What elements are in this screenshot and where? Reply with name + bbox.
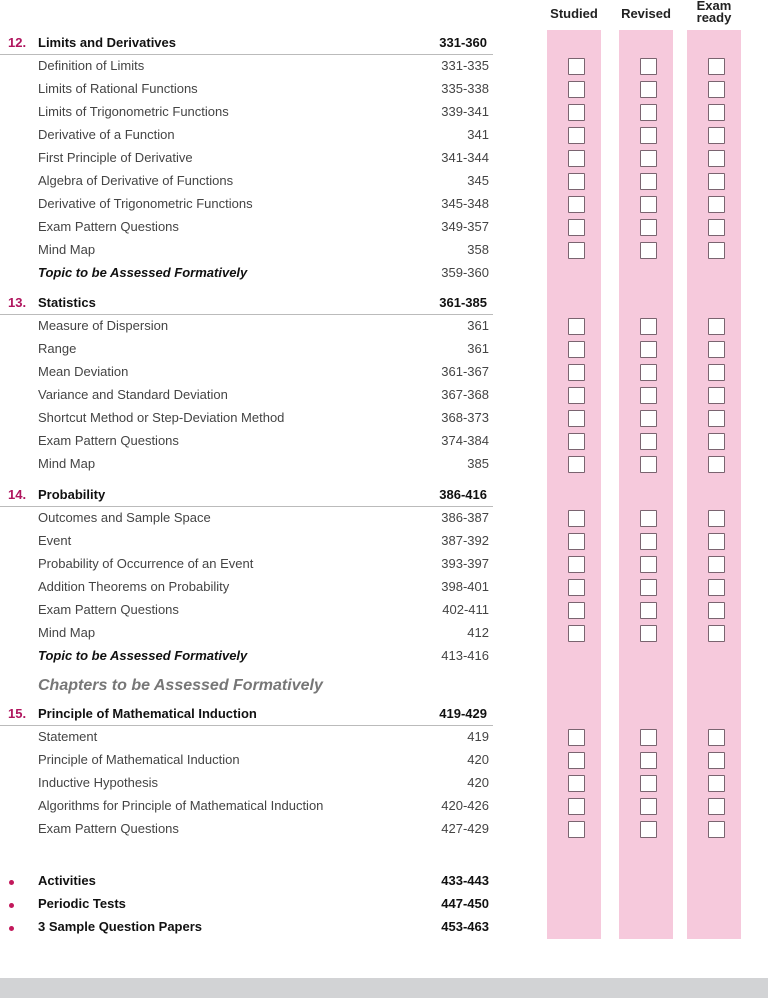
topic-row — [0, 384, 495, 407]
topic-row-title: Derivative of Trigonometric Functions — [38, 196, 253, 211]
revised-checkbox[interactable] — [640, 150, 657, 167]
formative-row — [0, 262, 495, 285]
revised-checkbox[interactable] — [640, 173, 657, 190]
studied-checkbox[interactable] — [568, 81, 585, 98]
exam-ready-checkbox[interactable] — [708, 556, 725, 573]
topic-row-title: Derivative of a Function — [38, 127, 175, 142]
revised-checkbox[interactable] — [640, 456, 657, 473]
topic-row-pages: 420 — [467, 752, 489, 767]
extra-row-title: Activities — [38, 873, 96, 888]
revised-checkbox[interactable] — [640, 556, 657, 573]
topic-row — [0, 361, 495, 384]
exam-ready-checkbox[interactable] — [708, 219, 725, 236]
studied-checkbox[interactable] — [568, 625, 585, 642]
exam-ready-checkbox[interactable] — [708, 58, 725, 75]
exam-ready-checkbox[interactable] — [708, 533, 725, 550]
topic-row-pages: 361 — [467, 318, 489, 333]
revised-checkbox[interactable] — [640, 410, 657, 427]
chapter-heading — [0, 484, 493, 507]
studied-checkbox[interactable] — [568, 433, 585, 450]
revised-checkbox[interactable] — [640, 104, 657, 121]
topic-row-pages: 398-401 — [441, 579, 489, 594]
exam-ready-checkbox[interactable] — [708, 242, 725, 259]
chapter-number: 12. — [8, 35, 27, 50]
topic-row-title: First Principle of Derivative — [38, 150, 193, 165]
studied-checkbox[interactable] — [568, 387, 585, 404]
topic-row — [0, 622, 495, 645]
bullet-icon — [9, 903, 14, 908]
section-heading: Chapters to be Assessed Formatively — [38, 677, 323, 694]
revised-checkbox[interactable] — [640, 798, 657, 815]
topic-row-pages: 385 — [467, 456, 489, 471]
exam-ready-checkbox[interactable] — [708, 387, 725, 404]
exam-ready-checkbox[interactable] — [708, 364, 725, 381]
chapter-heading — [0, 292, 493, 315]
topic-row-title: Mean Deviation — [38, 364, 129, 379]
topic-row-title: Exam Pattern Questions — [38, 821, 179, 836]
exam-ready-checkbox[interactable] — [708, 318, 725, 335]
revised-checkbox[interactable] — [640, 510, 657, 527]
topic-row-pages: 361 — [467, 341, 489, 356]
exam-ready-checkbox[interactable] — [708, 729, 725, 746]
studied-checkbox[interactable] — [568, 58, 585, 75]
topic-row — [0, 55, 495, 78]
revised-checkbox[interactable] — [640, 433, 657, 450]
bullet-icon — [9, 880, 14, 885]
topic-row-title: Mind Map — [38, 242, 96, 257]
revised-checkbox[interactable] — [640, 318, 657, 335]
studied-checkbox[interactable] — [568, 127, 585, 144]
studied-checkbox[interactable] — [568, 410, 585, 427]
topic-row — [0, 147, 495, 170]
topic-row — [0, 170, 495, 193]
topic-row — [0, 216, 495, 239]
topic-row — [0, 453, 495, 476]
topic-row-pages: 412 — [467, 625, 489, 640]
topic-row-title: Mind Map — [38, 456, 96, 471]
studied-checkbox[interactable] — [568, 510, 585, 527]
topic-row — [0, 315, 495, 338]
topic-row-title: Algebra of Derivative of Functions — [38, 173, 234, 188]
exam-ready-checkbox[interactable] — [708, 798, 725, 815]
studied-checkbox[interactable] — [568, 752, 585, 769]
revised-checkbox[interactable] — [640, 219, 657, 236]
revised-checkbox[interactable] — [640, 775, 657, 792]
studied-checkbox[interactable] — [568, 242, 585, 259]
topic-row-title: Definition of Limits — [38, 58, 145, 73]
extra-row-title: 3 Sample Question Papers — [38, 919, 203, 934]
chapter-number: 14. — [8, 487, 27, 502]
topic-row-title: Probability of Occurrence of an Event — [38, 556, 254, 571]
revised-checkbox[interactable] — [640, 364, 657, 381]
column-header-revised: Revised — [621, 6, 671, 21]
revised-checkbox[interactable] — [640, 341, 657, 358]
chapter-heading-pages: 386-416 — [439, 487, 487, 502]
topic-row-title: Statement — [38, 729, 98, 744]
chapter-heading-title: Statistics — [38, 295, 96, 310]
studied-checkbox[interactable] — [568, 556, 585, 573]
topic-row — [0, 726, 495, 749]
topic-row-title: Inductive Hypothesis — [38, 775, 158, 790]
topic-row — [0, 749, 495, 772]
topic-row — [0, 407, 495, 430]
topic-row-pages: 335-338 — [441, 81, 489, 96]
studied-checkbox[interactable] — [568, 456, 585, 473]
revised-checkbox[interactable] — [640, 58, 657, 75]
topic-row — [0, 124, 495, 147]
exam-ready-checkbox[interactable] — [708, 625, 725, 642]
studied-checkbox[interactable] — [568, 821, 585, 838]
studied-checkbox[interactable] — [568, 533, 585, 550]
studied-checkbox[interactable] — [568, 729, 585, 746]
revised-checkbox[interactable] — [640, 127, 657, 144]
exam-ready-checkbox[interactable] — [708, 173, 725, 190]
exam-ready-checkbox[interactable] — [708, 196, 725, 213]
topic-row-title: Exam Pattern Questions — [38, 433, 179, 448]
exam-ready-checkbox[interactable] — [708, 150, 725, 167]
chapter-heading-pages: 419-429 — [439, 706, 487, 721]
studied-checkbox[interactable] — [568, 150, 585, 167]
formative-row — [0, 645, 495, 668]
revised-checkbox[interactable] — [640, 387, 657, 404]
topic-row-title: Variance and Standard Deviation — [38, 387, 228, 402]
extra-row — [0, 893, 495, 916]
topic-row-title: Outcomes and Sample Space — [38, 510, 211, 525]
topic-row-title: Event — [38, 533, 72, 548]
chapter-heading-pages: 331-360 — [439, 35, 487, 50]
column-header-exam-line2: ready — [696, 10, 732, 25]
topic-row-pages: 361-367 — [441, 364, 489, 379]
revised-checkbox[interactable] — [640, 579, 657, 596]
topic-row — [0, 78, 495, 101]
topic-row — [0, 599, 495, 622]
chapter-heading-title: Probability — [38, 487, 106, 502]
topic-row — [0, 430, 495, 453]
topic-row — [0, 239, 495, 262]
chapter-heading-title: Limits and Derivatives — [38, 35, 176, 50]
studied-checkbox[interactable] — [568, 602, 585, 619]
topic-row — [0, 338, 495, 361]
exam-ready-checkbox[interactable] — [708, 341, 725, 358]
exam-ready-checkbox[interactable] — [708, 81, 725, 98]
topic-row-pages: 367-368 — [441, 387, 489, 402]
formative-row-title: Topic to be Assessed Formatively — [38, 648, 248, 663]
chapter-heading-title: Principle of Mathematical Induction — [38, 706, 257, 721]
studied-checkbox[interactable] — [568, 579, 585, 596]
extra-row-pages: 453-463 — [441, 919, 489, 934]
column-header-exam-ready — [684, 0, 744, 24]
revised-checkbox[interactable] — [640, 729, 657, 746]
topic-row-title: Limits of Trigonometric Functions — [38, 104, 229, 119]
chapter-number: 13. — [8, 295, 27, 310]
topic-row-title: Algorithms for Principle of Mathematical Induction — [38, 798, 324, 813]
revised-checkbox[interactable] — [640, 625, 657, 642]
topic-row — [0, 530, 495, 553]
exam-ready-checkbox[interactable] — [708, 127, 725, 144]
topic-row — [0, 576, 495, 599]
topic-row-title: Addition Theorems on Probability — [38, 579, 230, 594]
column-header-exam-line1: Exam — [696, 0, 732, 13]
topic-row-pages: 331-335 — [441, 58, 489, 73]
topic-row-title: Limits of Rational Functions — [38, 81, 198, 96]
chapter-number: 15. — [8, 706, 27, 721]
topic-row-title: Mind Map — [38, 625, 96, 640]
topic-row — [0, 193, 495, 216]
revised-checkbox[interactable] — [640, 821, 657, 838]
column-header-studied: Studied — [550, 6, 598, 21]
topic-row-pages: 345 — [467, 173, 489, 188]
topic-row-pages: 386-387 — [441, 510, 489, 525]
topic-row — [0, 772, 495, 795]
exam-ready-checkbox[interactable] — [708, 410, 725, 427]
topic-row-title: Exam Pattern Questions — [38, 602, 179, 617]
topic-row-pages: 368-373 — [441, 410, 489, 425]
footer-bar — [0, 978, 768, 998]
studied-checkbox[interactable] — [568, 104, 585, 121]
topic-row-pages: 420 — [467, 775, 489, 790]
topic-row-pages: 339-341 — [441, 104, 489, 119]
revised-checkbox[interactable] — [640, 752, 657, 769]
topic-row-pages: 420-426 — [441, 798, 489, 813]
topic-row-pages: 358 — [467, 242, 489, 257]
topic-row — [0, 818, 495, 841]
studied-checkbox[interactable] — [568, 219, 585, 236]
studied-checkbox[interactable] — [568, 173, 585, 190]
revised-checkbox[interactable] — [640, 602, 657, 619]
topic-row-title: Measure of Dispersion — [38, 318, 169, 333]
extra-row — [0, 870, 495, 893]
topic-row-title: Shortcut Method or Step-Deviation Method — [38, 410, 285, 425]
studied-checkbox[interactable] — [568, 798, 585, 815]
exam-ready-checkbox[interactable] — [708, 433, 725, 450]
formative-row-title: Topic to be Assessed Formatively — [38, 265, 248, 280]
topic-row — [0, 101, 495, 124]
topic-row-pages: 341-344 — [441, 150, 489, 165]
topic-row-pages: 393-397 — [441, 556, 489, 571]
topic-row-pages: 419 — [467, 729, 489, 744]
extra-row-pages: 447-450 — [441, 896, 489, 911]
topic-row — [0, 507, 495, 530]
topic-row-pages: 387-392 — [441, 533, 489, 548]
exam-ready-checkbox[interactable] — [708, 752, 725, 769]
revised-checkbox[interactable] — [640, 196, 657, 213]
bullet-icon — [9, 926, 14, 931]
topic-row — [0, 795, 495, 818]
studied-checkbox[interactable] — [568, 318, 585, 335]
studied-checkbox[interactable] — [568, 775, 585, 792]
exam-ready-checkbox[interactable] — [708, 821, 725, 838]
topic-row-pages: 341 — [467, 127, 489, 142]
topic-row-pages: 374-384 — [441, 433, 489, 448]
exam-ready-checkbox[interactable] — [708, 104, 725, 121]
topic-row-title: Range — [38, 341, 77, 356]
studied-checkbox[interactable] — [568, 196, 585, 213]
topic-row — [0, 553, 495, 576]
exam-ready-checkbox[interactable] — [708, 510, 725, 527]
exam-ready-checkbox[interactable] — [708, 602, 725, 619]
exam-ready-checkbox[interactable] — [708, 456, 725, 473]
extra-row-title: Periodic Tests — [38, 896, 126, 911]
formative-row-pages: 359-360 — [441, 265, 489, 280]
topic-row-pages: 345-348 — [441, 196, 489, 211]
exam-ready-checkbox[interactable] — [708, 775, 725, 792]
extra-row — [0, 916, 495, 939]
formative-row-pages: 413-416 — [441, 648, 489, 663]
chapter-heading — [0, 703, 493, 726]
revised-checkbox[interactable] — [640, 81, 657, 98]
revised-checkbox[interactable] — [640, 242, 657, 259]
topic-row-pages: 427-429 — [441, 821, 489, 836]
topic-row-title: Exam Pattern Questions — [38, 219, 179, 234]
topic-row-pages: 402-411 — [442, 602, 489, 617]
chapter-heading-pages: 361-385 — [439, 295, 487, 310]
studied-checkbox[interactable] — [568, 364, 585, 381]
chapter-heading — [0, 32, 493, 55]
topic-row-pages: 349-357 — [441, 219, 489, 234]
extra-row-pages: 433-443 — [441, 873, 489, 888]
topic-row-title: Principle of Mathematical Induction — [38, 752, 240, 767]
exam-ready-checkbox[interactable] — [708, 579, 725, 596]
revised-checkbox[interactable] — [640, 533, 657, 550]
studied-checkbox[interactable] — [568, 341, 585, 358]
